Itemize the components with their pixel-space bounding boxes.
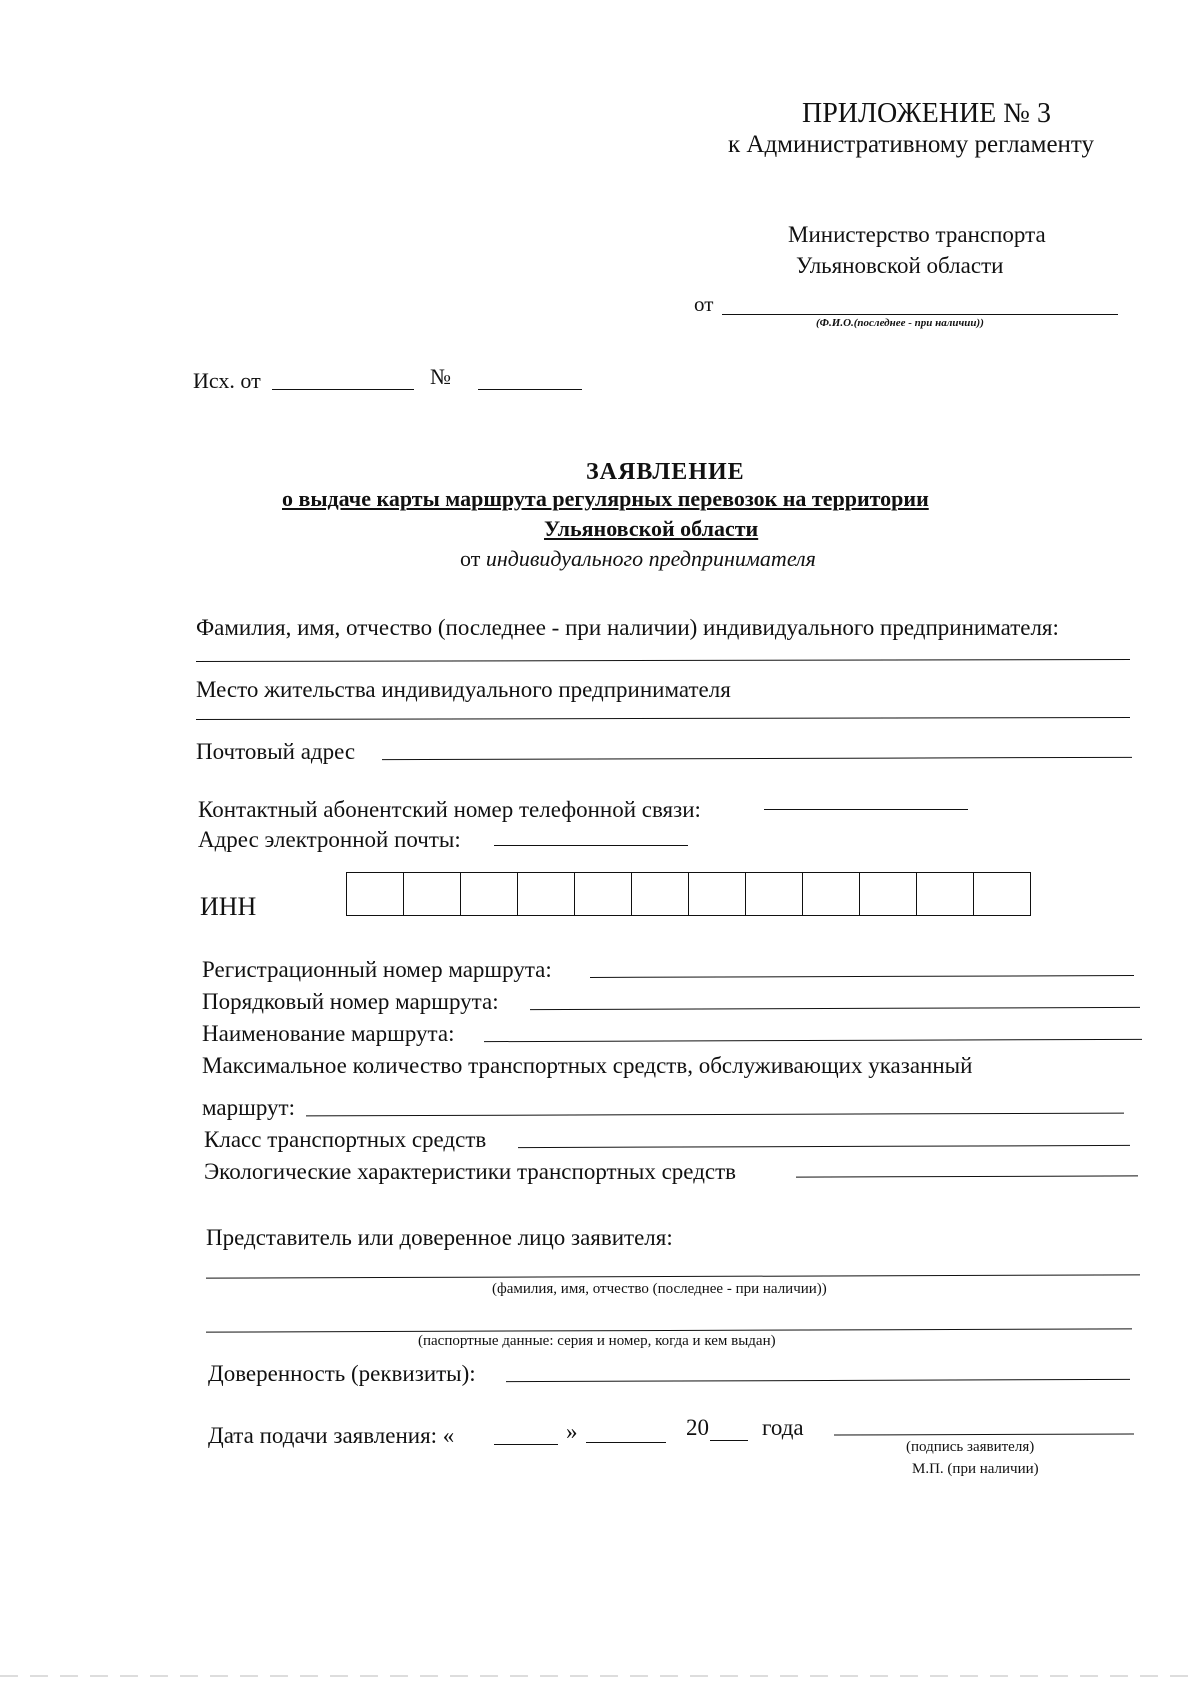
inn-digit-cell[interactable]: [803, 873, 860, 915]
residence-label: Место жительства индивидуального предпринимателя: [196, 677, 731, 702]
outgoing-date-line[interactable]: [272, 389, 414, 390]
inn-digit-cell[interactable]: [917, 873, 974, 915]
route-name-label: Наименование маршрута:: [202, 1021, 455, 1046]
document-subtitle-1: о выдаче карты маршрута регулярных перевозок на территории: [282, 486, 929, 511]
outgoing-number-label: №: [430, 364, 451, 389]
inn-digit-cell[interactable]: [689, 873, 746, 915]
inn-digit-cell[interactable]: [974, 873, 1031, 915]
addressee-line-1: Министерство транспорта: [788, 222, 1046, 247]
reg-number-label: Регистрационный номер маршрута:: [202, 957, 552, 982]
addressee-line-2: Ульяновской области: [796, 253, 1004, 278]
power-of-attorney-line[interactable]: [506, 1379, 1130, 1382]
power-of-attorney-label: Доверенность (реквизиты):: [208, 1361, 476, 1386]
representative-fio-line[interactable]: [206, 1274, 1140, 1278]
representative-label: Представитель или доверенное лицо заявителя:: [206, 1225, 673, 1250]
residence-line[interactable]: [196, 717, 1130, 720]
from-label: от: [694, 292, 714, 316]
seq-number-label: Порядковый номер маршрута:: [202, 989, 499, 1014]
date-day-line[interactable]: [494, 1444, 558, 1445]
fio-line[interactable]: [196, 659, 1130, 662]
inn-digit-cell[interactable]: [404, 873, 461, 915]
appendix-subtitle: к Административному регламенту: [728, 131, 1095, 158]
phone-line[interactable]: [764, 809, 968, 810]
max-vehicles-label-1: Максимальное количество транспортных средств, обслуживающих указанный: [202, 1053, 973, 1078]
year-word: года: [762, 1415, 804, 1440]
vehicle-class-line[interactable]: [518, 1145, 1130, 1148]
document-subtitle-2: Ульяновской области: [544, 516, 759, 541]
date-month-line[interactable]: [586, 1442, 666, 1443]
inn-digit-cell[interactable]: [632, 873, 689, 915]
subtitle-from: от: [460, 546, 486, 571]
inn-grid[interactable]: [346, 872, 1031, 916]
representative-fio-caption: (фамилия, имя, отчество (последнее - при наличии)): [492, 1281, 827, 1297]
inn-digit-cell[interactable]: [860, 873, 917, 915]
seq-number-line[interactable]: [530, 1007, 1140, 1010]
scan-edge-artifact: [0, 1675, 1200, 1677]
subtitle-applicant-type: индивидуального предпринимателя: [485, 546, 816, 571]
representative-passport-line[interactable]: [206, 1328, 1132, 1332]
inn-digit-cell[interactable]: [347, 873, 404, 915]
signature-caption: (подпись заявителя): [906, 1439, 1035, 1455]
inn-label: ИНН: [200, 892, 257, 921]
email-line[interactable]: [494, 845, 688, 846]
date-close-quote: »: [566, 1419, 578, 1444]
appendix-title: ПРИЛОЖЕНИЕ № 3: [802, 98, 1051, 129]
from-fio-line[interactable]: [722, 314, 1118, 315]
max-vehicles-label-2: маршрут:: [202, 1095, 295, 1120]
eco-line[interactable]: [796, 1175, 1138, 1177]
vehicle-class-label: Класс транспортных средств: [204, 1127, 487, 1152]
inn-digit-cell[interactable]: [746, 873, 803, 915]
inn-digit-cell[interactable]: [461, 873, 518, 915]
signature-line[interactable]: [834, 1433, 1134, 1435]
document-title: ЗАЯВЛЕНИЕ: [586, 459, 745, 485]
outgoing-number-line[interactable]: [478, 389, 582, 390]
postal-line[interactable]: [382, 757, 1132, 760]
year-prefix: 20: [686, 1415, 709, 1440]
reg-number-line[interactable]: [590, 975, 1134, 978]
stamp-caption: М.П. (при наличии): [912, 1461, 1039, 1477]
date-year-line[interactable]: [710, 1440, 748, 1441]
route-name-line[interactable]: [484, 1039, 1142, 1042]
document-subtitle-3: [460, 548, 816, 570]
from-fio-caption: (Ф.И.О.(последнее - при наличии)): [816, 317, 984, 329]
max-vehicles-line[interactable]: [306, 1113, 1124, 1117]
postal-label: Почтовый адрес: [196, 739, 356, 764]
representative-passport-caption: (паспортные данные: серия и номер, когда и кем выдан): [418, 1333, 776, 1349]
outgoing-date-label: Исх. от: [193, 368, 261, 393]
phone-label: Контактный абонентский номер телефонной связи:: [198, 797, 701, 822]
eco-label: Экологические характеристики транспортных средств: [204, 1159, 737, 1184]
inn-digit-cell[interactable]: [575, 873, 632, 915]
submission-date-label: Дата подачи заявления: «: [208, 1423, 455, 1448]
fio-label: Фамилия, имя, отчество (последнее - при наличии) индивидуального предпринимателя:: [196, 615, 1059, 640]
inn-digit-cell[interactable]: [518, 873, 575, 915]
email-label: Адрес электронной почты:: [198, 827, 461, 852]
